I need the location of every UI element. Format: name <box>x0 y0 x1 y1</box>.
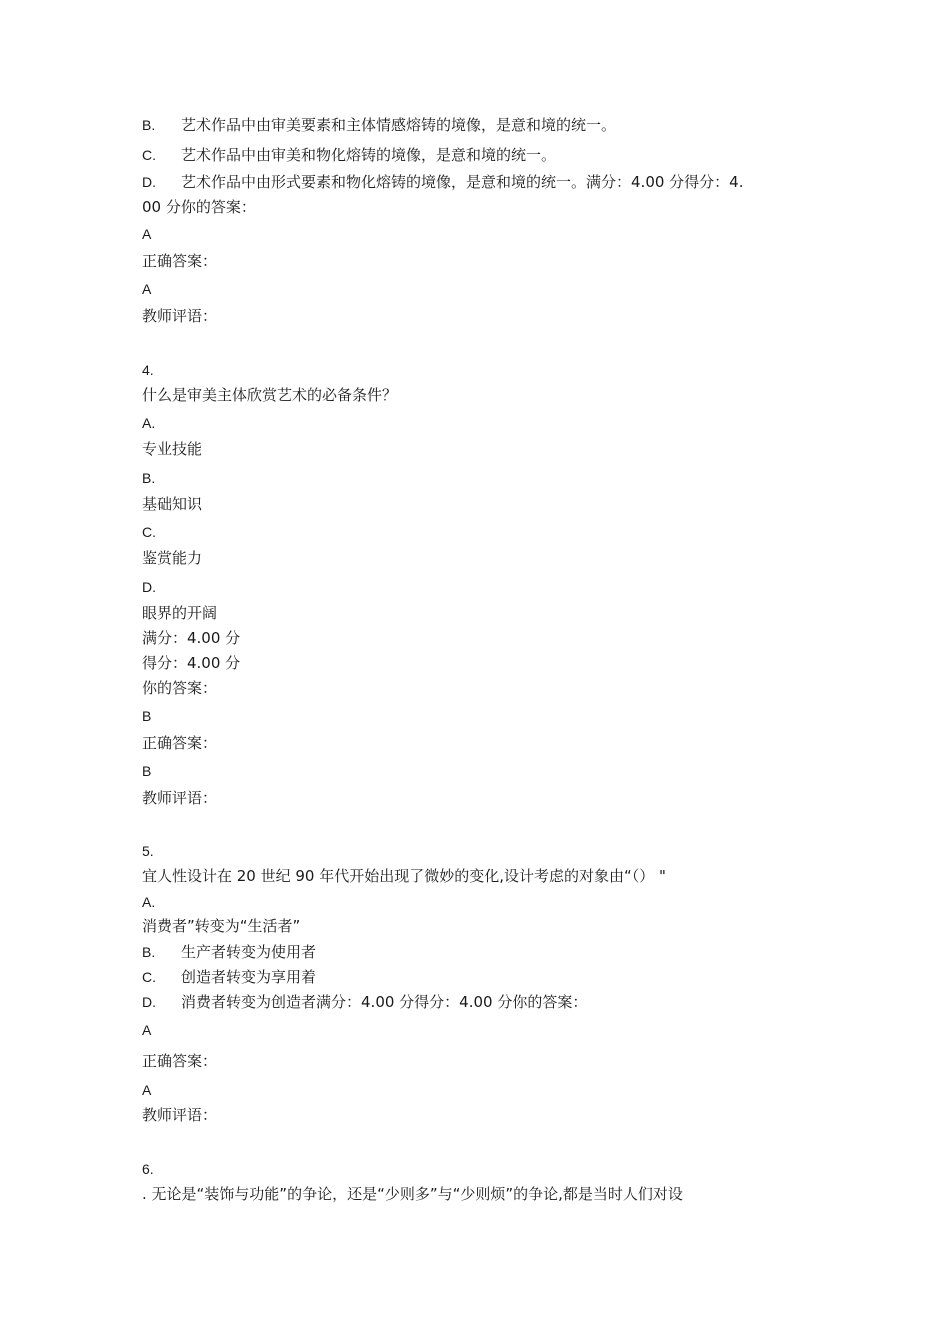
option-text: 消费者转变为创造者满分：4.00 分得分：4.00 分你的答案： <box>181 993 588 1011</box>
correct-answer-label: 正确答案： <box>142 252 218 270</box>
option-letter: C. <box>142 969 156 985</box>
option-letter: D. <box>142 579 156 595</box>
correct-answer-label: 正确答案： <box>142 1052 218 1070</box>
option-letter: D. <box>142 174 156 190</box>
your-answer-label: 你的答案： <box>142 679 218 697</box>
option-letter: A. <box>142 894 156 910</box>
option-text: 消费者”转变为“生活者” <box>142 917 301 935</box>
your-answer-value: A <box>142 226 152 242</box>
option-line <box>142 992 587 1012</box>
teacher-comment-label: 教师评语： <box>142 1106 218 1124</box>
option-letter: D. <box>142 994 156 1010</box>
correct-answer-value: A <box>142 281 152 297</box>
option-text: 鉴赏能力 <box>142 549 203 567</box>
teacher-comment-label: 教师评语： <box>142 789 218 807</box>
question-number: 5. <box>142 843 154 859</box>
option-line <box>142 115 616 135</box>
your-answer-value: A <box>142 1022 152 1038</box>
question-text: 宜人性设计在 20 世纪 90 年代开始出现了微妙的变化,设计考虑的对象由“（） " <box>142 867 666 885</box>
option-line <box>142 942 316 962</box>
option-letter: A. <box>142 415 156 431</box>
question-number: 6. <box>142 1161 154 1177</box>
teacher-comment-label: 教师评语： <box>142 307 218 325</box>
option-text: 艺术作品中由形式要素和物化熔铸的境像，是意和境的统一。满分：4.00 分得分：4. <box>181 173 744 191</box>
question-number: 4. <box>142 362 154 378</box>
score-line: 00 分你的答案： <box>142 198 256 216</box>
option-line <box>142 145 556 165</box>
option-text: 艺术作品中由审美要素和主体情感熔铸的境像，是意和境的统一。 <box>181 116 617 134</box>
option-text: 眼界的开阔 <box>142 604 218 622</box>
full-score: 满分：4.00 分 <box>142 629 241 647</box>
correct-answer-value: A <box>142 1082 152 1098</box>
option-text: 创造者转变为享用着 <box>181 968 317 986</box>
option-letter: B. <box>142 117 156 133</box>
option-letter: B. <box>142 470 156 486</box>
question-text: 什么是审美主体欣赏艺术的必备条件？ <box>142 386 398 404</box>
correct-answer-label: 正确答案： <box>142 734 218 752</box>
option-text: 专业技能 <box>142 440 203 458</box>
correct-answer-value: B <box>142 763 152 779</box>
score-obtained: 得分：4.00 分 <box>142 654 241 672</box>
option-text: 基础知识 <box>142 495 203 513</box>
your-answer-value: B <box>142 708 152 724</box>
question-text: . 无论是“装饰与功能”的争论，还是“少则多”与“少则烦”的争论,都是当时人们对设 <box>142 1185 683 1203</box>
option-text: 生产者转变为使用者 <box>181 943 317 961</box>
option-line <box>142 172 743 192</box>
option-line <box>142 967 316 987</box>
option-letter: C. <box>142 147 156 163</box>
option-letter: C. <box>142 524 156 540</box>
option-letter: B. <box>142 944 156 960</box>
option-text: 艺术作品中由审美和物化熔铸的境像，是意和境的统一。 <box>181 146 557 164</box>
